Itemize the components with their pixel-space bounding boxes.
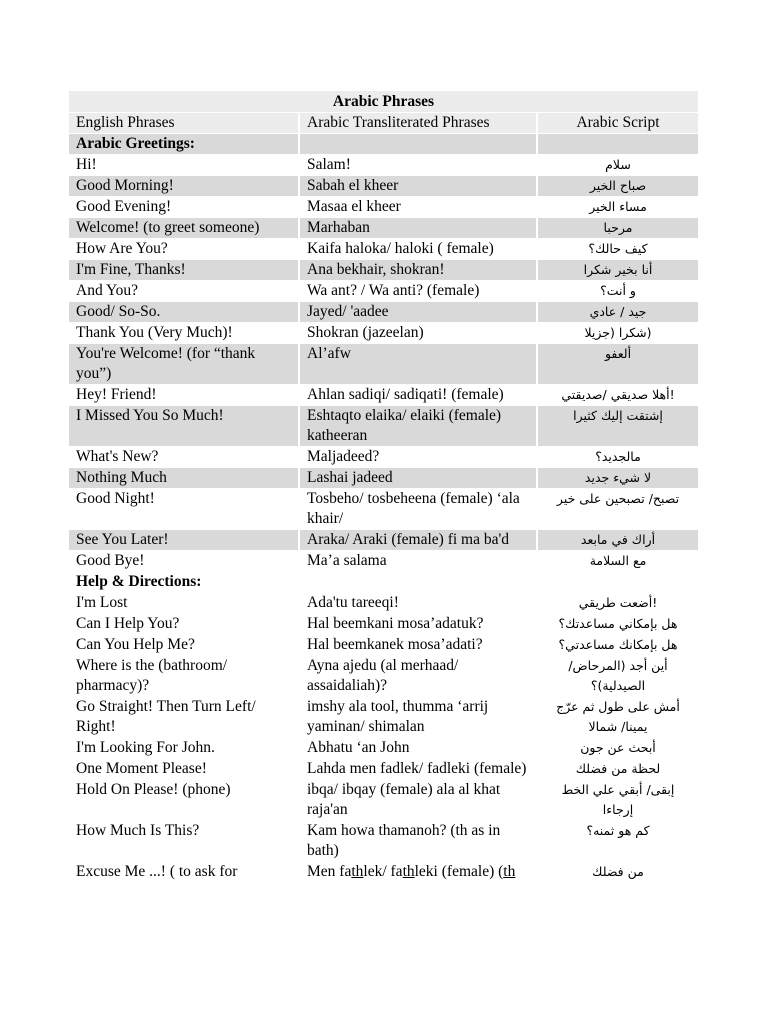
transliterated-phrase: Wa ant? / Wa anti? (female): [299, 281, 537, 302]
arabic-script: كيف حالك؟: [537, 239, 698, 260]
arabic-script: (شكرا (جزيلا: [537, 323, 698, 344]
table-row: [69, 155, 698, 176]
header-transliterated: Arabic Transliterated Phrases: [299, 113, 537, 134]
english-phrase: I'm Lost: [69, 593, 299, 614]
transliterated-phrase: Masaa el kheer: [299, 197, 537, 218]
arabic-script: صباح الخير: [537, 176, 698, 197]
english-phrase: Where is the (bathroom/ pharmacy)?: [69, 656, 299, 697]
header-arabic-script: Arabic Script: [537, 113, 698, 134]
table-row: [69, 176, 698, 197]
table-row: [69, 489, 698, 530]
english-phrase: Welcome! (to greet someone): [69, 218, 299, 239]
table-title-row: [69, 91, 698, 113]
transliterated-phrase: Lashai jadeed: [299, 468, 537, 489]
arabic-script: ألعفو: [537, 344, 698, 385]
arabic-script: تصبح/ تصبحين على خير: [537, 489, 698, 530]
transliterated-phrase: Hal beemkanek mosa’adati?: [299, 635, 537, 656]
table-row: [69, 302, 698, 323]
english-phrase: I Missed You So Much!: [69, 406, 299, 447]
header-english: English Phrases: [69, 113, 299, 134]
transliterated-phrase: Maljadeed?: [299, 447, 537, 468]
english-phrase: How Much Is This?: [69, 821, 299, 862]
english-phrase: See You Later!: [69, 530, 299, 551]
arabic-script: لحظة من فضلك: [537, 759, 698, 780]
english-phrase: Good Morning!: [69, 176, 299, 197]
english-phrase: One Moment Please!: [69, 759, 299, 780]
table-row: [69, 780, 698, 821]
arabic-script: من فضلك: [537, 862, 698, 883]
table-row: [69, 239, 698, 260]
english-phrase: Go Straight! Then Turn Left/ Right!: [69, 697, 299, 738]
arabic-script: سلام: [537, 155, 698, 176]
transliterated-phrase: Shokran (jazeelan): [299, 323, 537, 344]
english-phrase: Good Evening!: [69, 197, 299, 218]
transliterated-phrase: [299, 572, 537, 593]
table-row: [69, 614, 698, 635]
arabic-script: لا شيء جديد: [537, 468, 698, 489]
table-row: [69, 406, 698, 447]
transliterated-phrase: Ana bekhair, shokran!: [299, 260, 537, 281]
section-row: [69, 572, 698, 593]
transliterated-phrase: Ada'tu tareeqi!: [299, 593, 537, 614]
table-row: [69, 281, 698, 302]
english-phrase: Good Bye!: [69, 551, 299, 572]
phrases-table: [69, 90, 698, 882]
arabic-script: إبقى/ أبقي علي الخط إرجاءا: [537, 780, 698, 821]
arabic-script: مع السلامة: [537, 551, 698, 572]
transliterated-phrase: Araka/ Araki (female) fi ma ba'd: [299, 530, 537, 551]
table-row: [69, 738, 698, 759]
english-phrase: I'm Looking For John.: [69, 738, 299, 759]
arabic-script: هل بإمكانك مساعدتي؟: [537, 635, 698, 656]
transliterated-phrase: Hal beemkani mosa’adatuk?: [299, 614, 537, 635]
table-row: [69, 530, 698, 551]
arabic-script: أنا بخير شكرا: [537, 260, 698, 281]
english-phrase: Good/ So-So.: [69, 302, 299, 323]
english-phrase: How Are You?: [69, 239, 299, 260]
table-row: [69, 323, 698, 344]
transliterated-phrase: Al’afw: [299, 344, 537, 385]
transliterated-phrase: Sabah el kheer: [299, 176, 537, 197]
transliterated-phrase: Ayna ajedu (al merhaad/ assaidaliah)?: [299, 656, 537, 697]
arabic-script: مالجديد؟: [537, 447, 698, 468]
transliterated-phrase: Kaifa haloka/ haloki ( female): [299, 239, 537, 260]
table-row: [69, 551, 698, 572]
table-row: [69, 468, 698, 489]
table-row: [69, 635, 698, 656]
table-row: [69, 821, 698, 862]
transliterated-phrase: imshy ala tool, thumma ‘arrij yaminan/ shimalan: [299, 697, 537, 738]
section-row: [69, 134, 698, 155]
table-row: [69, 759, 698, 780]
transliterated-phrase: Salam!: [299, 155, 537, 176]
english-phrase: Nothing Much: [69, 468, 299, 489]
table-row: [69, 447, 698, 468]
english-phrase: What's New?: [69, 447, 299, 468]
table-row: [69, 593, 698, 614]
arabic-script: [537, 572, 698, 593]
table-title: Arabic Phrases: [69, 91, 698, 113]
table-row: [69, 656, 698, 697]
english-phrase: Hold On Please! (phone): [69, 780, 299, 821]
english-phrase: Hi!: [69, 155, 299, 176]
transliterated-phrase: Lahda men fadlek/ fadleki (female): [299, 759, 537, 780]
arabic-script: [537, 134, 698, 155]
arabic-script: مساء الخير: [537, 197, 698, 218]
english-phrase: Good Night!: [69, 489, 299, 530]
section-heading: Arabic Greetings:: [69, 134, 299, 155]
arabic-script: أين أجد (المرحاض/ الصيدلية)؟: [537, 656, 698, 697]
table-row: [69, 862, 698, 883]
table-row: [69, 218, 698, 239]
english-phrase: Thank You (Very Much)!: [69, 323, 299, 344]
arabic-script: و أنت؟: [537, 281, 698, 302]
transliterated-phrase: Marhaban: [299, 218, 537, 239]
arabic-script: مرحبا: [537, 218, 698, 239]
english-phrase: You're Welcome! (for “thank you”): [69, 344, 299, 385]
english-phrase: And You?: [69, 281, 299, 302]
transliterated-phrase: [299, 134, 537, 155]
table-row: [69, 197, 698, 218]
table-row: [69, 260, 698, 281]
transliterated-phrase: ibqa/ ibqay (female) ala al khat raja'an: [299, 780, 537, 821]
transliterated-phrase: Ma’a salama: [299, 551, 537, 572]
arabic-script: أمش على طول ثم عرّج يمينا/ شمالا: [537, 697, 698, 738]
arabic-script: أبحث عن جون: [537, 738, 698, 759]
section-heading: Help & Directions:: [69, 572, 299, 593]
arabic-script: !أهلا صديقي /صديقتي: [537, 385, 698, 406]
arabic-script: جيد / عادي: [537, 302, 698, 323]
arabic-script: هل بإمكاني مساعدتك؟: [537, 614, 698, 635]
english-phrase: Excuse Me ...! ( to ask for: [69, 862, 299, 883]
transliterated-phrase: Men fathlek/ fathleki (female) (th: [299, 862, 537, 883]
transliterated-phrase: Abhatu ‘an John: [299, 738, 537, 759]
arabic-script: أراك في مابعد: [537, 530, 698, 551]
table-row: [69, 385, 698, 406]
table-row: [69, 697, 698, 738]
english-phrase: Can You Help Me?: [69, 635, 299, 656]
transliterated-phrase: Jayed/ 'aadee: [299, 302, 537, 323]
transliterated-phrase: Ahlan sadiqi/ sadiqati! (female): [299, 385, 537, 406]
transliterated-phrase: Tosbeho/ tosbeheena (female) ‘ala khair/: [299, 489, 537, 530]
transliterated-phrase: Eshtaqto elaika/ elaiki (female) katheeran: [299, 406, 537, 447]
table-row: [69, 344, 698, 385]
table-header-row: [69, 113, 698, 134]
english-phrase: I'm Fine, Thanks!: [69, 260, 299, 281]
arabic-script: !أضعت طريقي: [537, 593, 698, 614]
arabic-script: إشتقت إليك كثيرا: [537, 406, 698, 447]
english-phrase: Hey! Friend!: [69, 385, 299, 406]
arabic-script: كم هو ثمنه؟: [537, 821, 698, 862]
transliterated-phrase: Kam howa thamanoh? (th as in bath): [299, 821, 537, 862]
english-phrase: Can I Help You?: [69, 614, 299, 635]
